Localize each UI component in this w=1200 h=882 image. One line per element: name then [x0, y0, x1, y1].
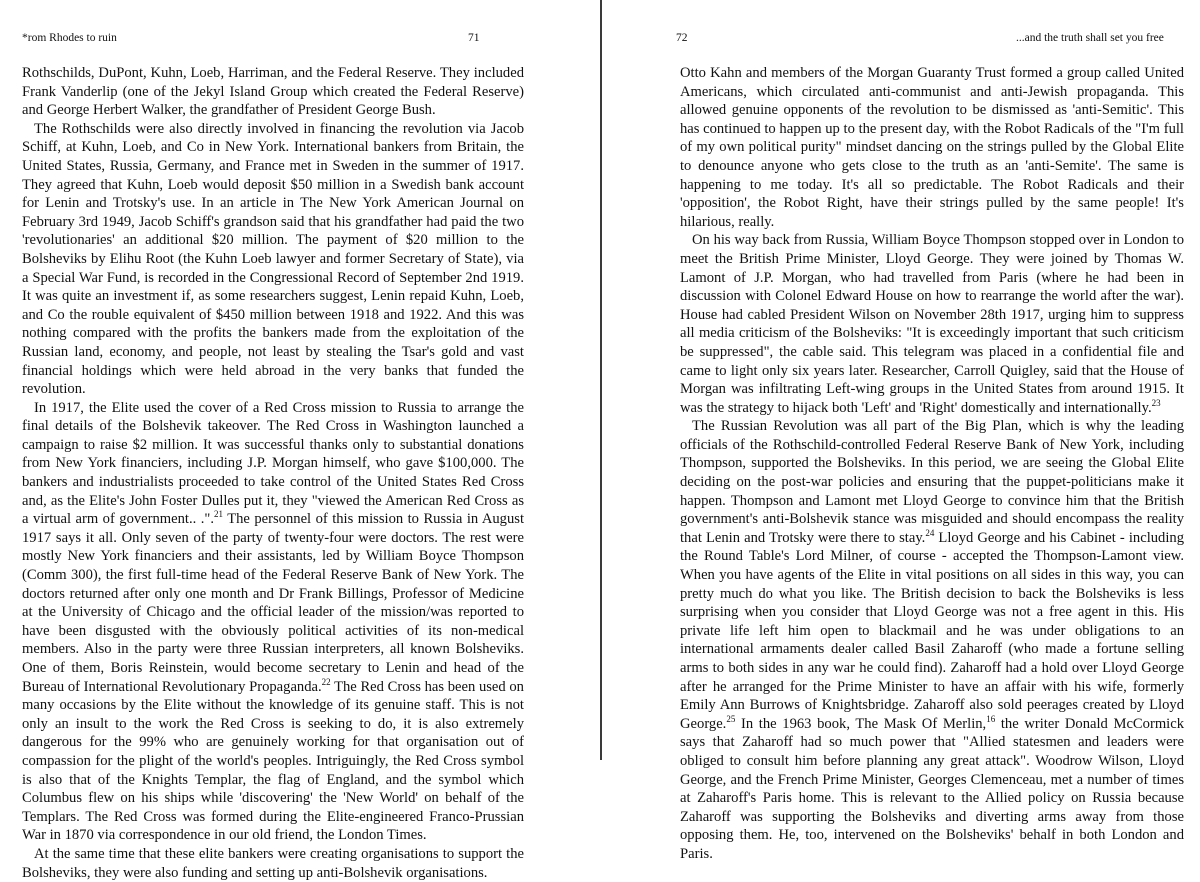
paragraph: In 1917, the Elite used the cover of a Red Cross mission to Russia to arrange the final details of the Bolshevik takeover. The Red Cross in Washington launched a campaign to raise $2 million. It was successful thanks only to substantial donations from New York financiers, including J.P. Morgan himself, who gave $100,000. The bankers and industrialists proceeded to take control of the United States Red Cross and, as the Elite's John Foster Dulles put it, they "viewed the American Red Cross as a virtual arm of government.. .".$^{21}$ The personnel of this mission to Russia in August 1917 says it all. Only seven of the party of twenty-four were doctors. The rest were mostly New York financiers and their assistants, led by William Boyce Thompson (Comm 300), the first full-time head of the Federal Reserve Bank of New York. The doctors returned after only one month and Dr Frank Billings, Professor of Medicine at the University of Chicago and the official leader of the mission/was reported to have been disgusted with the obviously political activities of its non-medical members. Also in the party were three Russian interpreters, all known Bolsheviks. One of them, Boris Reinstein, would become secretary to Lenin and head of the Bureau of International Revolutionary Propaganda.$^{22}$ The Red Cross has been used on many occasions by the Elite without the knowledge of its genuine staff. This is not only an insult to the work the Red Cross is seeking to do, it is also extremely dangerous for the 99% who are genuinely working for that organisation out of compassion for the plight of the world's peoples. Intriguingly, the Red Cross symbol is also that of the Knights Templar, the flag of England, and the symbol which Columbus flew on his ships while 'discovering' the 'New World' on behalf of the Templars. The Red Cross was formed during the Elite-engineered Franco-Prussian War in 1870 via correspondence in our old friend, the London Times. — [22, 399, 525, 844]
footnote-ref: 24 — [925, 527, 935, 538]
footnote-ref: 21 — [214, 509, 224, 520]
left-body-text — [22, 64, 524, 882]
paragraph: Otto Kahn and members of the Morgan Guaranty Trust formed a group called United Americans, which circulated anti-communist and anti-Jewish propaganda. This allowed genuine opponents of the revolution to be dismissed as 'anti-Semitic'. This has continued to happen up to the present day, with the Robot Radicals of the "I'm full of my own political purity" mindset dancing on the strings pulled by the Global Elite to denounce anyone who gets close to the truth as an 'anti-Semite'. The same is happening to me today. It's all so predictable. The Robot Radicals and their 'opposition', the Robot Right, have their strings pulled by the same people! It's hilarious, really. — [680, 65, 1184, 230]
footnote-ref: 23 — [1151, 397, 1161, 408]
left-running-header: *rom Rhodes to ruin — [22, 32, 117, 44]
footnote-ref: 22 — [321, 676, 331, 687]
right-page-number: 72 — [676, 32, 688, 44]
paragraph: On his way back from Russia, William Boyce Thompson stopped over in London to meet the British Prime Minister, Lloyd George. They were joined by Thomas W. Lamont of J.P. Morgan, who had travelled from Paris (where he had been in discussion with Colonel Edward House on how to rearrange the world after the war). House had cabled President Wilson on November 28th 1917, urging him to suppress all media criticism of the Bolsheviks: "It is exceedingly important that such criticism be suppressed", the cable said. This telegram was placed in a confidential file and came to light only six years later. Researcher, Carroll Quigley, said that the House of Morgan was infiltrating Left-wing groups in the United States from around 1915. It was the strategy to hijack both 'Left' and 'Right' domestically and internationally.$^{23}$ — [680, 232, 1184, 416]
left-page — [0, 0, 600, 881]
left-page-number: 71 — [468, 32, 480, 44]
footnote-ref: 25 — [726, 713, 736, 724]
right-page — [604, 0, 1200, 862]
paragraph: The Russian Revolution was all part of the Big Plan, which is why the leading officials of the Rothschild-controlled Federal Reserve Bank of New York, including Thompson, supported the Bolsheviks. In this period, we are seeing the Global Elite deciding on the post-war policies and ensuring that the puppet-politicians make it happen. Thompson and Lamont met Lloyd George to convince him that the British government's anti-Bolshevik stance was misguided and should encompass the reality that Lenin and Trotsky were there to stay.$^{24}$ Lloyd George and his Cabinet - including the Round Table's Lord Milner, of course - accepted the Thompson-Lamont view. When you have agents of the Elite in vital positions on all sides in this way, you can pretty much do what you like. The British decision to back the Bolsheviks is less surprising when you consider that Lloyd George was not a free agent in this. His private life left him open to blackmail and he was under obligations to an international armaments dealer called Basil Zaharoff (who made a fortune selling arms to both sides in any war he could find). Zaharoff had a hold over Lloyd George after he arranged for the Prime Minister to have an affair with his wife, formerly Emily Ann Burrows of Knightsbridge. Zaharoff also sold peerages created by Lloyd George.$^{25}$ In the 1963 book, The Mask Of Merlin,$^{16}$ the writer Donald McCormick says that Zaharoff had so much power that "Allied statesmen and leaders were obliged to consult him before planning any great attack". Woodrow Wilson, Lloyd George, and the French Prime Minister, Georges Clemenceau, met a number of times at Zaharoff's Paris home. This is relevant to the Allied policy on Russia because Zaharoff was supporting the Bolsheviks and diverting arms away from those opposing them. He, too, intervened on the Bolsheviks' behalf in both London and Paris. — [680, 418, 1184, 862]
right-body-text — [680, 64, 1184, 864]
right-running-header: ...and the truth shall set you free — [1016, 32, 1164, 44]
page-divider — [600, 0, 602, 760]
paragraph: Rothschilds, DuPont, Kuhn, Loeb, Harriman, and the Federal Reserve. They included Frank Vanderlip (one of the Jekyl Island Group which created the Federal Reserve) and George Herbert Walker, the grandfather of President George Bush. — [22, 65, 524, 119]
footnote-ref: 16 — [986, 713, 996, 724]
paragraph: The Rothschilds were also directly involved in financing the revolution via Jacob Schiff, at Kuhn, Loeb, and Co in New York. International bankers from Britain, the United States, Russia, Germany, and France met in Sweden in the summer of 1917. They agreed that Kuhn, Loeb would deposit $50 million in a Swedish bank account for Lenin and Trotsky's use. In an article in The New York American Journal on February 3rd 1949, Jacob Schiff's grandson said that his grandfather had paid the two 'revolutionaries' an additional $20 million. The payment of $20 million to the Bolsheviks by Elihu Root (the Kuhn Loeb lawyer and former Secretary of State), via a Special War Fund, is recorded in the Congressional Record of September 2nd 1919. It was quite an investment if, as some researchers suggest, Lenin repaid Kuhn, Loeb, and Co the rouble equivalent of $450 million between 1918 and 1922. And this was nothing compared with the profits the bankers made from the exploitation of the Russian land, economy, and people, not least by stealing the Tsar's gold and vast financial holdings which were held abroad in the very banks that funded the revolution. — [22, 120, 524, 398]
paragraph: At the same time that these elite bankers were creating organisations to support the Bolsheviks, they were also funding and setting up anti-Bolshevik organisations. — [22, 845, 524, 881]
